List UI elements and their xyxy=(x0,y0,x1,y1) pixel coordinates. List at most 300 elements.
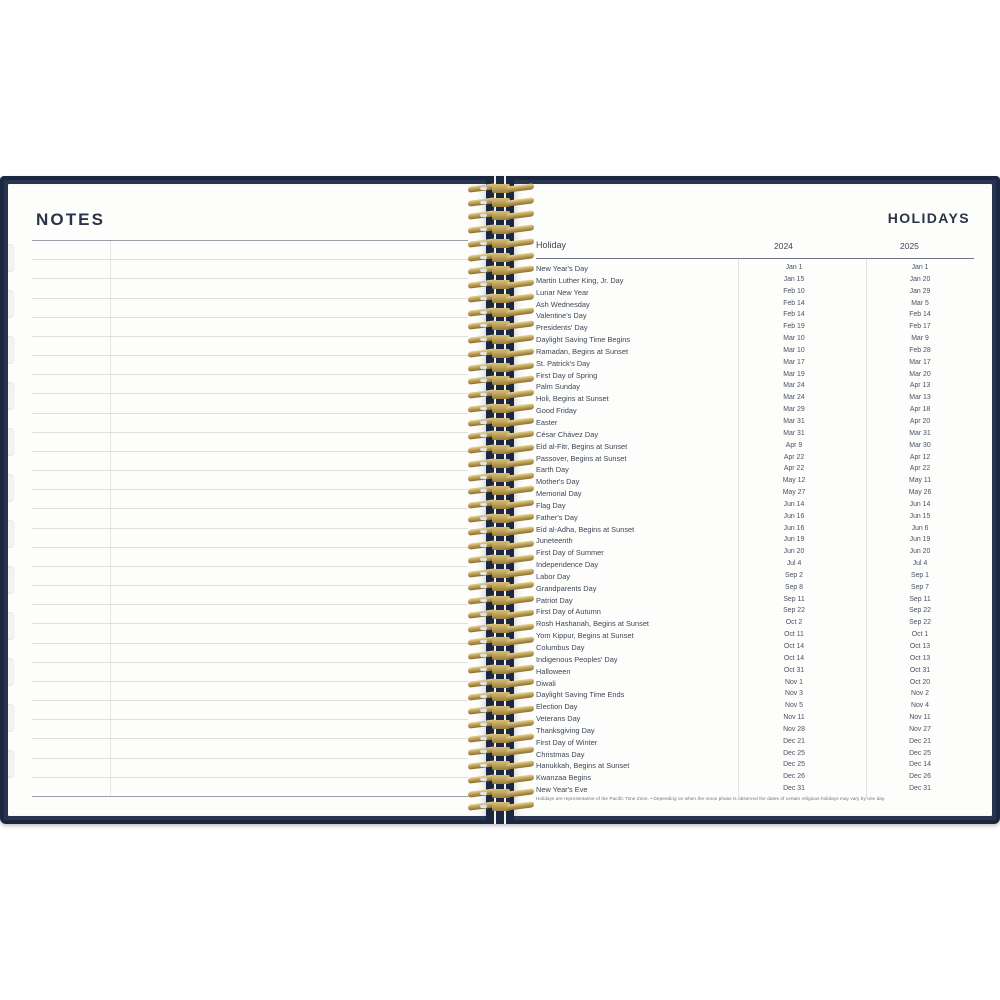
punch-hole xyxy=(516,447,523,451)
table-row xyxy=(536,477,974,489)
holiday-date-2025: Dec 31 xyxy=(909,785,931,793)
notes-rule-line xyxy=(32,566,468,567)
holiday-date-2025: Sep 1 xyxy=(910,571,929,579)
coil-wire xyxy=(466,184,536,193)
table-row xyxy=(536,465,974,477)
notes-rule-line xyxy=(32,278,468,279)
holiday-date-2024: Sep 2 xyxy=(784,571,803,579)
punch-hole xyxy=(516,378,523,382)
holiday-date-2024: Jun 16 xyxy=(783,524,805,532)
coil-wire xyxy=(466,734,536,743)
holiday-date-2025: Dec 14 xyxy=(909,761,931,769)
holiday-date-2024: Jan 15 xyxy=(783,275,805,283)
holidays-table xyxy=(536,240,974,795)
coil-wire xyxy=(466,431,536,440)
coil-wire-center xyxy=(492,473,510,482)
coil-wire-center xyxy=(492,349,510,358)
page-edge-tab xyxy=(8,336,15,364)
punch-hole xyxy=(516,598,523,602)
coil-wire xyxy=(466,198,536,207)
holiday-name: Mother's Day xyxy=(536,477,580,487)
holiday-date-2025: Oct 13 xyxy=(909,643,931,650)
punch-hole xyxy=(480,598,487,602)
holiday-date-2024: Oct 2 xyxy=(785,619,803,627)
punch-hole xyxy=(480,584,487,588)
table-row xyxy=(536,619,974,631)
table-row xyxy=(536,276,974,288)
punch-hole xyxy=(516,557,523,561)
coil-wire-center xyxy=(492,541,510,550)
punch-hole xyxy=(480,694,487,698)
holiday-date-2024: Mar 19 xyxy=(783,370,805,378)
notes-rule-line xyxy=(32,259,468,260)
holiday-name: Easter xyxy=(536,417,558,427)
table-row xyxy=(536,572,974,584)
coil-wire-center xyxy=(492,184,510,193)
coil-wire xyxy=(466,280,536,289)
holiday-date-2024: Apr 9 xyxy=(785,441,803,449)
coil-wire xyxy=(466,679,536,688)
punch-hole xyxy=(516,213,523,217)
punch-hole xyxy=(516,667,523,671)
holiday-date-2024: Apr 22 xyxy=(783,465,805,473)
coil-wire xyxy=(466,266,536,275)
holiday-name: Independence Day xyxy=(536,560,599,570)
holiday-date-2024: Mar 17 xyxy=(783,358,805,366)
punch-hole xyxy=(516,653,523,657)
coil-wire xyxy=(466,582,536,591)
coil-wire xyxy=(466,624,536,633)
holiday-date-2025: Oct 13 xyxy=(909,654,931,662)
holiday-name: Hanukkah, Begins at Sunset xyxy=(536,761,630,771)
holiday-name: Patriot Day xyxy=(536,595,573,605)
punch-hole xyxy=(480,378,487,382)
punch-hole xyxy=(516,351,523,355)
coil-wire-center xyxy=(492,253,510,262)
holiday-date-2025: Nov 4 xyxy=(910,702,929,710)
coil-wire-center xyxy=(492,596,510,605)
holiday-name: Earth Day xyxy=(536,465,569,475)
holidays-rows xyxy=(536,264,974,797)
punch-hole xyxy=(516,227,523,231)
punch-hole xyxy=(480,612,487,616)
holiday-date-2025: Sep 22 xyxy=(909,619,931,627)
coil-wire-center xyxy=(492,747,510,756)
notes-rule-line xyxy=(32,604,468,605)
holiday-date-2024: Mar 10 xyxy=(783,346,805,354)
holiday-date-2025: Oct 31 xyxy=(909,666,931,674)
coil-wire-center xyxy=(492,239,510,248)
punch-hole xyxy=(480,488,487,492)
punch-hole xyxy=(480,337,487,341)
coil-wire xyxy=(466,376,536,385)
holiday-date-2025: Apr 22 xyxy=(909,465,931,473)
notes-rule-line xyxy=(32,432,468,433)
holiday-date-2025: Jun 20 xyxy=(909,548,931,556)
holiday-date-2024: Dec 26 xyxy=(783,773,805,781)
punch-hole xyxy=(480,763,487,767)
coil-wire xyxy=(466,514,536,523)
page-edge-tab xyxy=(8,520,15,548)
coil-wire-center xyxy=(492,500,510,509)
punch-hole xyxy=(516,337,523,341)
punch-hole xyxy=(516,749,523,753)
notes-rule-line xyxy=(32,777,468,778)
coil-wire xyxy=(466,308,536,317)
table-row xyxy=(536,714,974,726)
punch-hole xyxy=(516,268,523,272)
notes-rule-line xyxy=(32,700,468,701)
coil-wire xyxy=(466,596,536,605)
holiday-name: Valentine's Day xyxy=(536,311,587,321)
coil-wire xyxy=(466,349,536,358)
notes-rule-line xyxy=(32,489,468,490)
coil-wire xyxy=(466,665,536,674)
coil-wire-center xyxy=(492,486,510,495)
coil-wire xyxy=(466,363,536,372)
holiday-name: Memorial Day xyxy=(536,489,582,499)
table-row xyxy=(536,761,974,773)
coil-wire-center xyxy=(492,665,510,674)
punch-hole xyxy=(516,392,523,396)
notes-rule-line xyxy=(32,643,468,644)
holiday-date-2024: Jun 19 xyxy=(783,536,805,544)
coil-wire xyxy=(466,473,536,482)
punch-hole xyxy=(516,777,523,781)
punch-hole xyxy=(480,406,487,410)
table-row xyxy=(536,489,974,501)
punch-hole xyxy=(516,681,523,685)
coil-wire xyxy=(466,637,536,646)
coil-wire-center xyxy=(492,363,510,372)
punch-hole xyxy=(480,653,487,657)
table-row xyxy=(536,773,974,785)
holiday-date-2024: Nov 11 xyxy=(783,714,805,722)
holiday-date-2025: Mar 31 xyxy=(909,429,931,437)
holiday-date-2025: Apr 12 xyxy=(909,453,931,461)
coil-wire xyxy=(466,294,536,303)
holiday-date-2024: Sep 8 xyxy=(784,583,803,591)
notes-rule-line xyxy=(32,528,468,529)
coil-wire-center xyxy=(492,198,510,207)
holiday-date-2024: Feb 19 xyxy=(783,323,805,331)
holiday-date-2025: Jun 14 xyxy=(909,500,931,508)
holiday-date-2024: Nov 1 xyxy=(784,678,803,686)
coil-wire-center xyxy=(492,775,510,784)
holiday-name: Grandparents Day xyxy=(536,583,597,593)
table-row xyxy=(536,667,974,679)
punch-hole xyxy=(516,323,523,327)
punch-hole xyxy=(480,626,487,630)
holiday-name: Kwanzaa Begins xyxy=(536,773,592,783)
page-edge-tab xyxy=(8,382,15,410)
coil-wire-center xyxy=(492,692,510,701)
coil-wire xyxy=(466,747,536,756)
punch-hole xyxy=(480,255,487,259)
coil-wire-center xyxy=(492,582,510,591)
coil-wire-center xyxy=(492,610,510,619)
holiday-name: Juneteenth xyxy=(536,536,573,546)
table-row xyxy=(536,430,974,442)
holiday-date-2025: Mar 5 xyxy=(911,299,929,307)
table-row xyxy=(536,726,974,738)
holiday-date-2024: Apr 22 xyxy=(783,453,805,461)
holiday-name: Columbus Day xyxy=(536,643,585,652)
page-edge-tab xyxy=(8,244,15,272)
punch-hole xyxy=(480,213,487,217)
table-row xyxy=(536,536,974,548)
holiday-date-2025: Feb 14 xyxy=(909,311,931,319)
holiday-date-2025: Jan 1 xyxy=(911,264,929,271)
punch-hole xyxy=(480,200,487,204)
coil-wire xyxy=(466,486,536,495)
notes-ruled-area[interactable] xyxy=(32,240,468,796)
notes-rule-line xyxy=(32,298,468,299)
holiday-date-2024: Feb 14 xyxy=(783,311,805,319)
coil-wire-center xyxy=(492,211,510,220)
punch-hole xyxy=(516,406,523,410)
punch-hole xyxy=(480,571,487,575)
punch-hole xyxy=(480,557,487,561)
notes-rule-line xyxy=(32,738,468,739)
punch-hole xyxy=(516,296,523,300)
table-row xyxy=(536,418,974,430)
coil-wire-center xyxy=(492,679,510,688)
punch-hole xyxy=(480,282,487,286)
coil-wire xyxy=(466,692,536,701)
punch-hole xyxy=(480,447,487,451)
notes-rule-line xyxy=(32,470,468,471)
table-row xyxy=(536,501,974,513)
table-row xyxy=(536,560,974,572)
punch-hole xyxy=(480,241,487,245)
punch-hole xyxy=(516,804,523,808)
punch-hole xyxy=(480,722,487,726)
column-header-2024: 2024 xyxy=(774,241,793,251)
page-edge-tabs xyxy=(8,244,16,804)
table-row xyxy=(536,596,974,608)
punch-hole xyxy=(480,392,487,396)
holiday-name: Daylight Saving Time Begins xyxy=(536,335,631,345)
table-row xyxy=(536,738,974,750)
table-row xyxy=(536,264,974,276)
punch-hole xyxy=(516,612,523,616)
holiday-date-2024: Dec 25 xyxy=(783,749,805,757)
punch-hole xyxy=(480,296,487,300)
header-divider xyxy=(536,258,974,259)
notes-rule-line xyxy=(32,681,468,682)
holiday-date-2024: May 27 xyxy=(782,489,806,497)
table-header-row xyxy=(536,240,974,258)
punch-hole xyxy=(480,529,487,533)
punch-hole xyxy=(480,777,487,781)
notes-rule-line xyxy=(32,719,468,720)
notes-rule-line xyxy=(32,585,468,586)
punch-hole xyxy=(516,186,523,190)
notes-rule-line xyxy=(32,393,468,394)
holiday-date-2025: Nov 11 xyxy=(909,714,931,722)
holiday-name: Presidents' Day xyxy=(536,323,588,333)
holiday-date-2025: Mar 20 xyxy=(909,370,931,378)
notes-page xyxy=(8,184,486,816)
holiday-date-2024: Oct 11 xyxy=(784,631,804,639)
holiday-date-2025: May 11 xyxy=(908,477,932,485)
punch-hole xyxy=(516,543,523,547)
punch-hole xyxy=(516,529,523,533)
holiday-date-2025: Sep 7 xyxy=(910,583,929,591)
holiday-name: Father's Day xyxy=(536,512,578,522)
holidays-page xyxy=(514,184,992,816)
holiday-name: César Chávez Day xyxy=(536,429,599,439)
holiday-date-2024: Mar 24 xyxy=(783,394,805,402)
holiday-date-2024: Feb 10 xyxy=(783,287,805,295)
coil-wire xyxy=(466,720,536,729)
punch-hole xyxy=(480,186,487,190)
holiday-name: Election Day xyxy=(536,702,578,712)
holiday-name: New Year's Eve xyxy=(536,785,588,795)
notes-rule-line xyxy=(32,758,468,759)
holiday-date-2024: May 12 xyxy=(782,477,806,485)
holiday-name: Rosh Hashanah, Begins at Sunset xyxy=(536,619,649,629)
table-row xyxy=(536,347,974,359)
holiday-date-2025: Oct 20 xyxy=(909,678,931,686)
punch-hole xyxy=(480,516,487,520)
coil-wire-center xyxy=(492,390,510,399)
coil-wire-center xyxy=(492,569,510,578)
table-row xyxy=(536,607,974,619)
coil-wire xyxy=(466,569,536,578)
table-row xyxy=(536,454,974,466)
coil-wire-center xyxy=(492,376,510,385)
punch-hole xyxy=(516,365,523,369)
coil-wire-center xyxy=(492,555,510,564)
open-planner xyxy=(0,176,1000,824)
table-row xyxy=(536,690,974,702)
holiday-name: New Year's Day xyxy=(536,264,588,273)
punch-hole xyxy=(516,310,523,314)
table-row xyxy=(536,406,974,418)
punch-hole xyxy=(516,516,523,520)
coil-wire-center xyxy=(492,280,510,289)
holiday-date-2024: Sep 11 xyxy=(783,595,805,603)
page-edge-tab xyxy=(8,428,15,456)
coil-wire-center xyxy=(492,514,510,523)
notes-rule-line xyxy=(32,374,468,375)
notes-rule-line xyxy=(32,355,468,356)
coil-wire-center xyxy=(492,404,510,413)
holiday-name: Ash Wednesday xyxy=(536,299,590,309)
holiday-name: Good Friday xyxy=(536,406,577,416)
table-row xyxy=(536,311,974,323)
coil-wire-center xyxy=(492,720,510,729)
holiday-date-2024: Dec 21 xyxy=(783,737,805,745)
page-edge-tab xyxy=(8,474,15,502)
punch-hole xyxy=(516,200,523,204)
punch-hole xyxy=(516,488,523,492)
holiday-name: Flag Day xyxy=(536,500,566,510)
holiday-date-2024: Mar 24 xyxy=(783,382,805,390)
punch-hole xyxy=(516,241,523,245)
holiday-date-2024: Jul 4 xyxy=(786,560,802,568)
coil-wire-center xyxy=(492,527,510,536)
holiday-name: Yom Kippur, Begins at Sunset xyxy=(536,631,634,641)
coil-wire xyxy=(466,541,536,550)
notes-rule-line xyxy=(32,240,468,241)
page-title-notes: NOTES xyxy=(36,210,106,229)
punch-hole xyxy=(516,722,523,726)
holiday-name: Passover, Begins at Sunset xyxy=(536,453,627,463)
coil-wire-center xyxy=(492,321,510,330)
table-row xyxy=(536,548,974,560)
column-header-holiday: Holiday xyxy=(536,240,567,250)
coil-wire xyxy=(466,390,536,399)
table-row xyxy=(536,631,974,643)
coil-wire xyxy=(466,335,536,344)
punch-hole xyxy=(480,268,487,272)
coil-wire-center xyxy=(492,225,510,234)
holiday-date-2025: Mar 13 xyxy=(909,394,931,402)
punch-hole xyxy=(516,584,523,588)
holiday-date-2025: Jan 29 xyxy=(909,287,931,295)
holiday-name: Halloween xyxy=(536,666,571,676)
coil-wire-center xyxy=(492,789,510,798)
holiday-name: Holi, Begins at Sunset xyxy=(536,394,609,404)
holiday-date-2024: Sep 22 xyxy=(783,607,805,615)
holiday-date-2025: Jun 19 xyxy=(909,536,931,544)
holiday-date-2024: Mar 10 xyxy=(783,335,805,343)
page-title-holidays: HOLIDAYS xyxy=(887,210,970,226)
holiday-name: Ramadan, Begins at Sunset xyxy=(536,346,629,356)
punch-hole xyxy=(480,502,487,506)
table-row xyxy=(536,359,974,371)
coil-wire-center xyxy=(492,335,510,344)
table-row xyxy=(536,643,974,655)
coil-wire xyxy=(466,761,536,770)
table-row xyxy=(536,335,974,347)
notes-rule-line xyxy=(32,623,468,624)
coil-wire-center xyxy=(492,431,510,440)
punch-hole xyxy=(480,420,487,424)
table-row xyxy=(536,394,974,406)
table-row xyxy=(536,371,974,383)
coil-wire xyxy=(466,445,536,454)
holiday-date-2024: Nov 3 xyxy=(784,690,803,698)
punch-hole xyxy=(516,461,523,465)
holiday-date-2024: Mar 29 xyxy=(783,406,805,414)
punch-hole xyxy=(480,804,487,808)
holiday-date-2025: Nov 2 xyxy=(910,690,929,698)
coil-wire-center xyxy=(492,294,510,303)
punch-hole xyxy=(480,475,487,479)
holiday-name: Indigenous Peoples' Day xyxy=(536,654,618,664)
table-row xyxy=(536,300,974,312)
holiday-name: Martin Luther King, Jr. Day xyxy=(536,275,624,285)
notes-rule-line xyxy=(32,508,468,509)
holiday-name: Eid al-Fitr, Begins at Sunset xyxy=(536,441,628,451)
holiday-name: Palm Sunday xyxy=(536,382,580,392)
punch-hole xyxy=(516,571,523,575)
table-row xyxy=(536,513,974,525)
holiday-date-2024: Jan 1 xyxy=(785,264,803,271)
page-edge-tab xyxy=(8,704,15,732)
notes-margin-line xyxy=(110,240,111,796)
coil-wire xyxy=(466,459,536,468)
holiday-name: First Day of Spring xyxy=(536,370,598,380)
holiday-date-2025: Sep 11 xyxy=(909,595,931,603)
coil-wire xyxy=(466,211,536,220)
holiday-date-2025: Oct 1 xyxy=(911,631,929,639)
holiday-date-2024: Jun 20 xyxy=(783,548,805,556)
